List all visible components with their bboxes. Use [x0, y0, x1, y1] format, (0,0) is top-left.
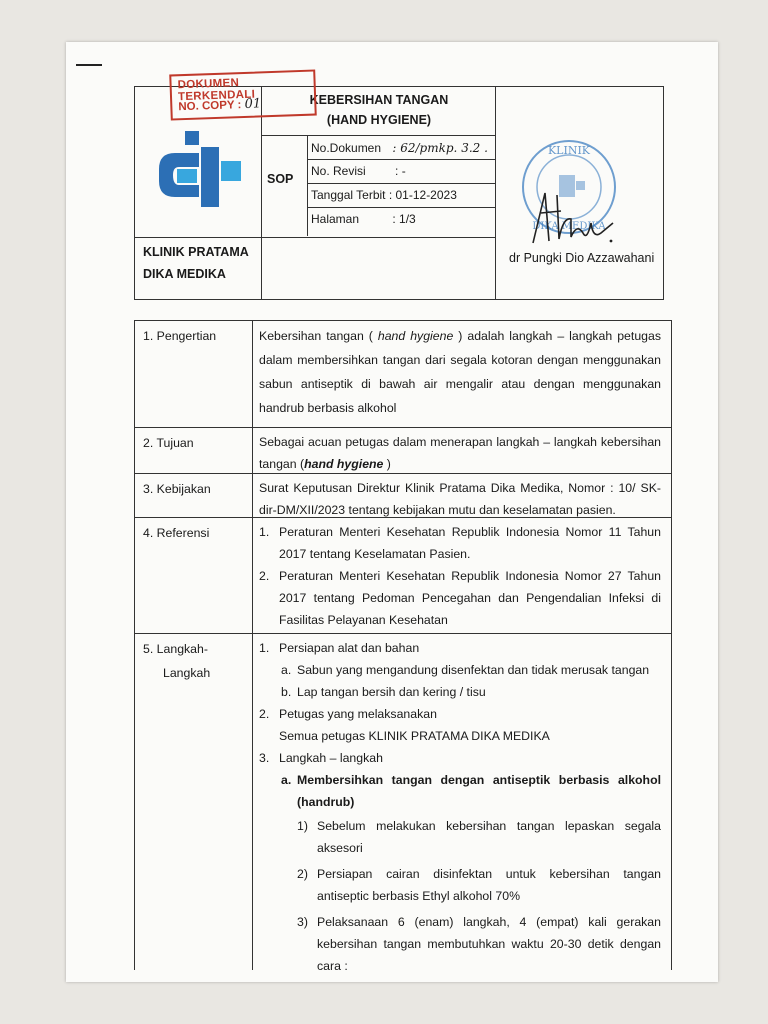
label-pengertian: 1. Pengertian	[143, 329, 217, 343]
row-pengertian	[135, 321, 671, 427]
text-pengertian: Kebersihan tangan ( hand hygiene ) adalah langkah – langkah petugas dalam membersihkan tangan dari segala kotoran dengan menggunakan sabun antiseptik di bawah air mengalir atau dengan menggunakan handrub berbasis alkohol	[259, 329, 661, 415]
dokumen-terkendali-stamp: DOKUMEN TERKENDALI NO. COPY : 01	[169, 69, 317, 120]
seal-top-text: KLINIK	[547, 144, 591, 157]
no-revisi-label: No. Revisi	[311, 164, 366, 178]
halaman-value: : 1/3	[392, 212, 416, 226]
label-referensi: 4. Referensi	[143, 526, 210, 540]
text-referensi	[259, 521, 661, 631]
sop-label: SOP	[267, 172, 294, 186]
no-revisi-row	[311, 164, 406, 178]
seal-bottom-text: DIKA MEDIKA	[532, 221, 606, 232]
langkah-subitem-bold: a. Membersihkan tangan dengan antiseptik berbasis alkohol (handrub)	[281, 773, 661, 809]
signatory-name: dr Pungki Dio Azzawahani	[509, 251, 655, 265]
row-langkah	[135, 633, 671, 973]
text-kebijakan: Surat Keputusan Direktur Klinik Pratama Dika Medika, Nomor : 10/ SK-dir-DM/XII/2023 tentang kebijakan mutu dan keselamatan pasien.	[259, 481, 661, 517]
langkah-step: 2) Persiapan cairan disinfektan untuk kebersihan tangan antiseptic berbasis Ethyl alkohol 70%	[297, 867, 661, 903]
label-kebijakan: 3. Kebijakan	[143, 482, 211, 496]
langkah-petugas-text: Semua petugas KLINIK PRATAMA DIKA MEDIKA	[279, 729, 550, 743]
row-referensi	[135, 517, 671, 633]
tanggal-terbit: Tanggal Terbit : 01-12-2023	[311, 188, 457, 202]
halaman-label: Halaman	[311, 212, 360, 226]
no-dokumen-label: No.Dokumen	[311, 141, 382, 155]
langkah-subitem: a. Sabun yang mengandung disenfektan dan tidak merusak tangan	[281, 663, 650, 677]
no-revisi-value: : -	[395, 164, 406, 178]
langkah-item: 3. Langkah – langkah	[259, 751, 383, 765]
clinic-logo	[155, 127, 245, 212]
langkah-item: 2. Petugas yang melaksanakan	[259, 707, 437, 721]
signature	[513, 183, 623, 253]
doc-subtitle: (HAND HYGIENE)	[326, 113, 432, 127]
halaman-row	[311, 212, 416, 226]
text-tujuan: Sebagai acuan petugas dalam menerapan langkah – langkah kebersihan tangan (hand hygiene )	[259, 435, 661, 471]
referensi-item: 1. Peraturan Menteri Kesehatan Republik Indonesia Nomor 11 Tahun 2017 tentang Keselamatan Pasien.	[259, 525, 661, 561]
no-dokumen-row	[311, 141, 488, 155]
clinic-name: KLINIK PRATAMA DIKA MEDIKA	[143, 245, 249, 281]
no-dokumen-value: : 62/pmkp. 3.2 .	[392, 141, 488, 155]
row-kebijakan	[135, 473, 671, 517]
referensi-item: 2. Peraturan Menteri Kesehatan Republik Indonesia Nomor 27 Tahun 2017 tentang Pedoman Pencegahan dan Pengendalian Infeksi di Fasilitas Pelayanan Kesehatan	[259, 569, 661, 627]
langkah-step: 1) Sebelum melakukan kebersihan tangan lepaskan segala aksesori	[297, 819, 661, 855]
sop-content-table	[134, 320, 672, 973]
corner-mark	[76, 64, 102, 66]
doc-title: KEBERSIHAN TANGAN	[309, 93, 449, 107]
langkah-step: 3) Pelaksanaan 6 (enam) langkah, 4 (empat) kali gerakan kebersihan tangan membutuhkan waktu 20-30 detik dengan cara :	[297, 915, 661, 973]
label-tujuan: 2. Tujuan	[143, 436, 194, 450]
label-langkah: 5. Langkah- Langkah	[143, 642, 211, 680]
row-tujuan	[135, 427, 671, 473]
langkah-subitem: b. Lap tangan bersih dan kering / tisu	[281, 685, 486, 699]
langkah-item: 1. Persiapan alat dan bahan	[259, 641, 420, 655]
text-langkah	[259, 637, 661, 977]
